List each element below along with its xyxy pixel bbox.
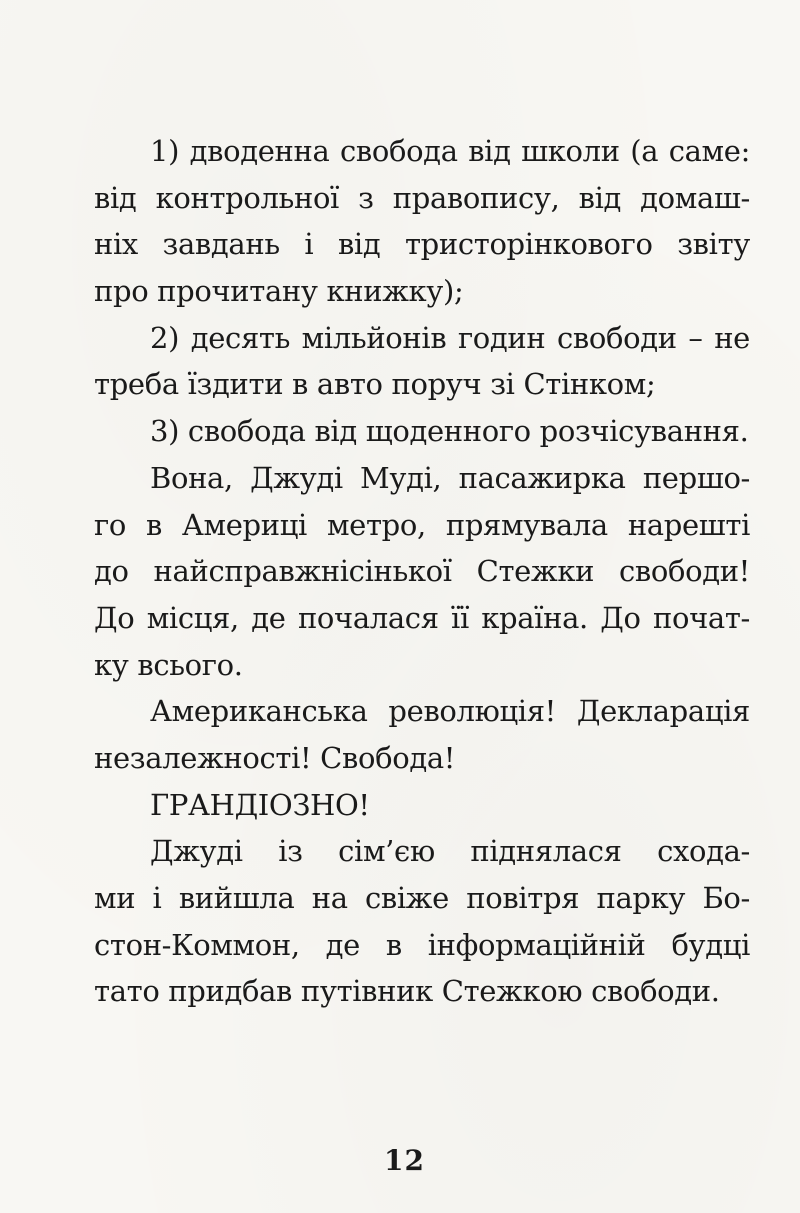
text-line: До місця, де почалася її країна. До почат-: [94, 600, 750, 635]
text-line: Вона, Джуді Муді, пасажирка першо-: [150, 460, 750, 495]
text-line: 3) свобода від щоденного розчісування.: [150, 414, 749, 449]
text-line: 1) дводенна свобода від школи (а саме:: [150, 134, 750, 168]
text-line: від контрольної з правопису, від домаш-: [94, 180, 750, 215]
text-line: Американська революція! Декларація: [150, 694, 750, 729]
text-line: Джуді із сім’єю піднялася схода-: [150, 834, 750, 869]
text-line: го в Америці метро, прямувала нарешті: [94, 507, 750, 542]
text-line: ми і вийшла на свіже повітря парку Бо-: [94, 881, 750, 915]
body-text: [94, 128, 750, 1015]
text-line: незалежності! Свобода!: [94, 740, 456, 775]
text-line: стон-Коммон, де в інформаційній будці: [94, 927, 750, 962]
text-line: тато придбав путівник Стежкою свободи.: [94, 974, 720, 1009]
text-line: про прочитану книжку);: [94, 274, 464, 309]
page-number: 12: [384, 1144, 425, 1177]
text-line: ку всього.: [94, 647, 243, 682]
text-line: ніх завдань і від тристорінкового звіту: [94, 227, 750, 262]
text-line: 2) десять мільйонів годин свободи – не: [150, 320, 750, 355]
text-line: треба їздити в авто поруч зі Стінком;: [94, 367, 656, 402]
text-line: до найсправжнісінької Стежки свободи!: [94, 554, 750, 589]
text-line: ГРАНДІОЗНО!: [150, 787, 370, 822]
